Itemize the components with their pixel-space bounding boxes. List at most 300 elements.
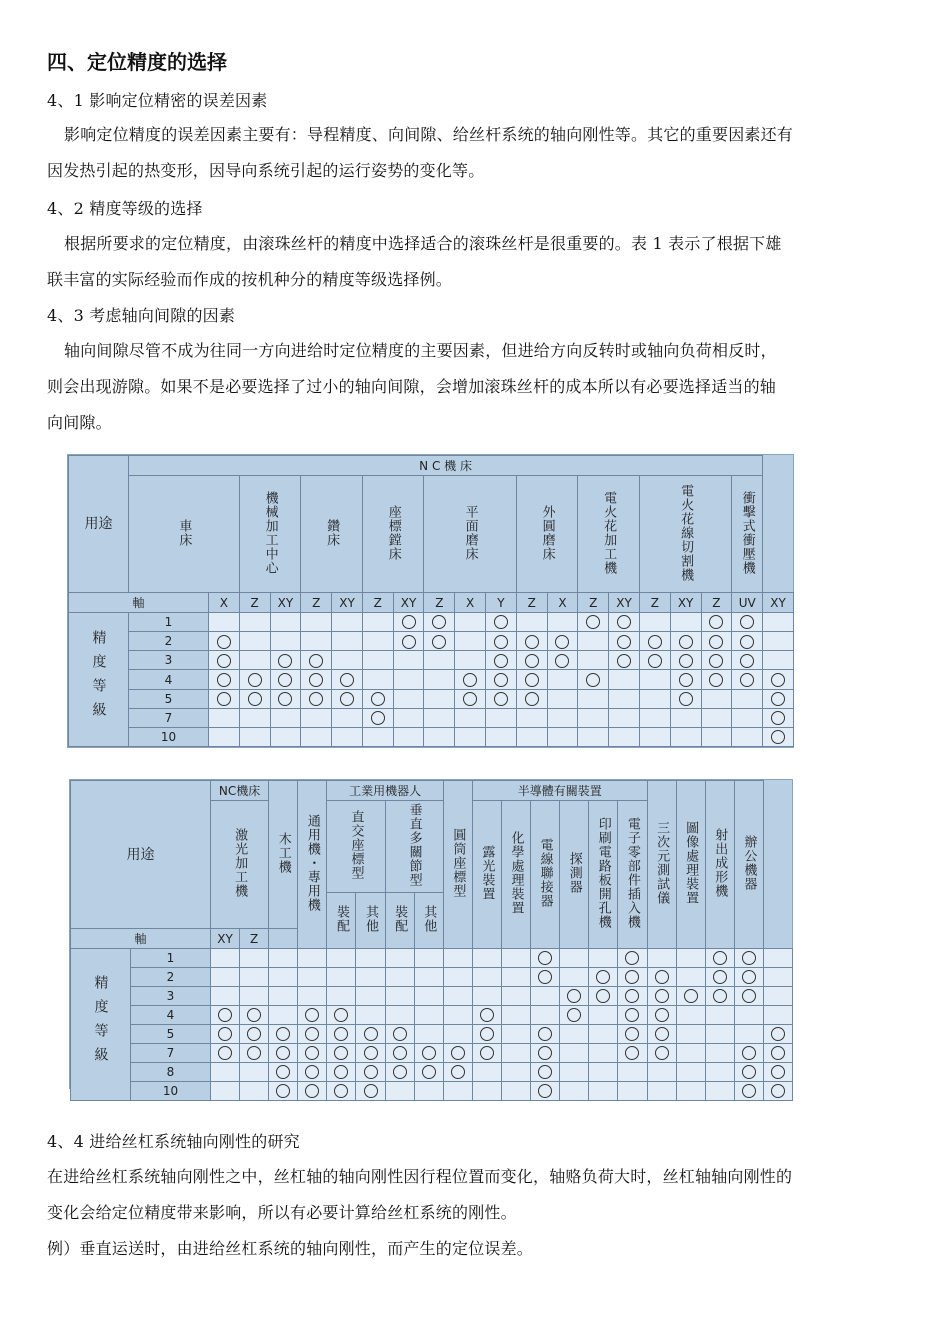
table-cell xyxy=(240,949,269,968)
table-cell xyxy=(501,987,530,1006)
applicable-mark xyxy=(596,989,610,1003)
applicable-mark xyxy=(567,989,581,1003)
applicable-mark xyxy=(217,692,231,706)
table-cell xyxy=(701,689,732,708)
table-cell xyxy=(734,1006,763,1025)
table-cell xyxy=(209,708,240,727)
applicable-mark xyxy=(480,1027,494,1041)
table-cell xyxy=(763,1044,792,1063)
table-cell xyxy=(270,689,301,708)
table-cell xyxy=(486,708,517,727)
table-cell xyxy=(211,1006,240,1025)
table-cell xyxy=(472,1006,501,1025)
section-4-3-text-3: 向间隙。 xyxy=(47,413,112,432)
applicable-mark xyxy=(451,1065,465,1079)
axis-header: Z xyxy=(578,592,609,612)
table-cell xyxy=(385,987,414,1006)
applicable-mark xyxy=(248,692,262,706)
table-cell xyxy=(327,1063,356,1082)
table-cell xyxy=(443,1082,472,1101)
applicable-mark xyxy=(309,673,323,687)
applicable-mark xyxy=(393,1027,407,1041)
table-cell xyxy=(486,651,517,670)
table-cell xyxy=(589,1063,618,1082)
applicable-mark xyxy=(655,970,669,984)
table-cell xyxy=(531,968,560,987)
table-cell xyxy=(618,1025,647,1044)
table-cell xyxy=(332,670,363,689)
applicable-mark xyxy=(402,635,416,649)
grade-value: 2 xyxy=(131,968,211,987)
applicable-mark xyxy=(713,970,727,984)
table-cell xyxy=(393,632,424,651)
sub-header: 印刷電路板開孔機 xyxy=(589,801,618,949)
machine-header: 電火花線切割機 xyxy=(639,476,731,593)
table-cell xyxy=(516,613,547,632)
table-cell xyxy=(424,727,455,746)
applicable-mark xyxy=(334,1046,348,1060)
table-cell xyxy=(424,613,455,632)
machine-header: 鑽床 xyxy=(301,476,363,593)
table-cell xyxy=(609,689,640,708)
table-cell xyxy=(589,1082,618,1101)
applicable-mark xyxy=(740,654,754,668)
axis-header: XY xyxy=(763,592,794,612)
applicable-mark xyxy=(538,970,552,984)
table-cell xyxy=(701,632,732,651)
applicable-mark xyxy=(463,692,477,706)
applicable-mark xyxy=(679,635,693,649)
section-4-1-text-2: 因发热引起的热变形，因导向系统引起的运行姿势的变化等。 xyxy=(47,161,485,180)
table-cell xyxy=(647,987,676,1006)
table-cell xyxy=(362,670,393,689)
table-cell xyxy=(209,689,240,708)
applicable-mark xyxy=(340,692,354,706)
sub-header: 垂直多關節型 xyxy=(385,801,443,893)
table-cell xyxy=(486,689,517,708)
table-cell xyxy=(560,968,589,987)
table-cell xyxy=(414,949,443,968)
table-cell xyxy=(547,708,578,727)
table-cell xyxy=(443,968,472,987)
applicable-mark xyxy=(742,1065,756,1079)
table-cell xyxy=(240,1006,269,1025)
applicable-mark xyxy=(278,673,292,687)
table-cell xyxy=(301,708,332,727)
table-cell xyxy=(211,1025,240,1044)
axis-header: XY xyxy=(609,592,640,612)
table-cell xyxy=(269,1025,298,1044)
table-cell xyxy=(211,1082,240,1101)
applicable-mark xyxy=(422,1065,436,1079)
table-cell xyxy=(327,949,356,968)
table-cell xyxy=(240,1044,269,1063)
table-cell xyxy=(414,987,443,1006)
table-cell xyxy=(209,613,240,632)
table-cell xyxy=(647,1063,676,1082)
table-cell xyxy=(734,949,763,968)
table-cell xyxy=(270,613,301,632)
applicable-mark xyxy=(655,1046,669,1060)
grade-value: 10 xyxy=(131,1082,211,1101)
table-cell xyxy=(701,651,732,670)
table-cell xyxy=(327,1025,356,1044)
applicable-mark xyxy=(742,970,756,984)
axis-header: XY xyxy=(670,592,701,612)
section-4-4-example: 例）垂直运送时，由进给丝杠系统的轴向刚性，而产生的定位误差。 xyxy=(47,1239,534,1258)
table-cell xyxy=(501,1063,530,1082)
applicable-mark xyxy=(371,711,385,725)
table-cell xyxy=(239,727,270,746)
table-cell xyxy=(486,613,517,632)
applicable-mark xyxy=(742,1046,756,1060)
table-cell xyxy=(211,1044,240,1063)
table-cell xyxy=(455,708,486,727)
axis-header: Z xyxy=(424,592,455,612)
table-cell xyxy=(578,613,609,632)
table-cell xyxy=(705,1025,734,1044)
applicable-mark xyxy=(567,1008,581,1022)
table-cell xyxy=(531,1044,560,1063)
sub-header: 化學處理裝置 xyxy=(501,801,530,949)
group-header: 三次元測試儀 xyxy=(647,781,676,949)
table-cell xyxy=(734,1025,763,1044)
table-cell xyxy=(647,949,676,968)
table-cell xyxy=(414,1063,443,1082)
grade-value: 1 xyxy=(129,613,209,632)
table-cell xyxy=(609,727,640,746)
applicable-mark xyxy=(596,970,610,984)
table-cell xyxy=(356,1063,385,1082)
table-cell xyxy=(211,1063,240,1082)
table-cell xyxy=(639,727,670,746)
applicable-mark xyxy=(740,615,754,629)
table-cell xyxy=(516,632,547,651)
group-header: 半導體有關裝置 xyxy=(472,781,647,801)
table-cell xyxy=(455,727,486,746)
applicable-mark xyxy=(393,1065,407,1079)
applicable-mark xyxy=(432,615,446,629)
table-cell xyxy=(639,651,670,670)
table-cell xyxy=(618,949,647,968)
table-cell xyxy=(472,1082,501,1101)
table-cell xyxy=(472,1044,501,1063)
table-cell xyxy=(385,1063,414,1082)
applicable-mark xyxy=(248,673,262,687)
axis-header: Z xyxy=(701,592,732,612)
machine-header: 機械加工中心 xyxy=(239,476,301,593)
table-cell xyxy=(211,987,240,1006)
applicable-mark xyxy=(555,654,569,668)
table-cell xyxy=(763,632,794,651)
applicable-mark xyxy=(617,615,631,629)
table-cell xyxy=(486,632,517,651)
group-header: 射出成形機 xyxy=(705,781,734,949)
table-cell xyxy=(356,968,385,987)
applicable-mark xyxy=(586,673,600,687)
grade-value: 3 xyxy=(129,651,209,670)
table-cell xyxy=(618,1044,647,1063)
applicable-mark xyxy=(625,951,639,965)
applicable-mark xyxy=(771,1027,785,1041)
table-cell xyxy=(501,949,530,968)
axis-header: XY xyxy=(211,929,240,949)
table-cell xyxy=(455,613,486,632)
sub-header: 露光裝置 xyxy=(472,801,501,949)
robot-sub-header: 裝配 xyxy=(327,893,356,949)
table-cell xyxy=(269,1006,298,1025)
table-cell xyxy=(362,708,393,727)
table-cell xyxy=(301,651,332,670)
table-cell xyxy=(424,670,455,689)
machine-header: 座標鏜床 xyxy=(362,476,424,593)
table-cell xyxy=(270,727,301,746)
section-4-3-heading: 4、3 考虑轴向间隙的因素 xyxy=(47,306,236,325)
applicable-mark xyxy=(525,692,539,706)
table-cell xyxy=(589,1025,618,1044)
table-cell xyxy=(298,1044,327,1063)
table-cell xyxy=(516,708,547,727)
machine-header: 電火花加工機 xyxy=(578,476,640,593)
applicable-mark xyxy=(340,673,354,687)
axis-header: XY xyxy=(393,592,424,612)
section-4-2-text-1: 根据所要求的定位精度，由滚珠丝杆的精度中选择适合的滚珠丝杆是很重要的。表 1 表示了根据下雄 xyxy=(64,234,782,253)
applicable-mark xyxy=(218,1027,232,1041)
table-cell xyxy=(443,1006,472,1025)
table-cell xyxy=(385,1082,414,1101)
table-cell xyxy=(589,968,618,987)
sub-header: 激光加工機 xyxy=(211,801,269,929)
applicable-mark xyxy=(371,692,385,706)
table-cell xyxy=(676,987,705,1006)
axis-header: Z xyxy=(362,592,393,612)
table-cell xyxy=(332,689,363,708)
applicable-mark xyxy=(742,1084,756,1098)
table-cell xyxy=(639,670,670,689)
table-cell xyxy=(298,1082,327,1101)
axis-label: 軸 xyxy=(69,592,209,612)
grade-value: 8 xyxy=(131,1063,211,1082)
applicable-mark xyxy=(684,989,698,1003)
table-cell xyxy=(327,968,356,987)
table-cell xyxy=(734,1082,763,1101)
applicable-mark xyxy=(538,1065,552,1079)
table-cell xyxy=(301,727,332,746)
table-cell xyxy=(455,651,486,670)
table-cell xyxy=(547,613,578,632)
table-cell xyxy=(327,1082,356,1101)
applicable-mark xyxy=(276,1084,290,1098)
table-cell xyxy=(670,689,701,708)
table-cell xyxy=(618,987,647,1006)
table-cell xyxy=(705,1006,734,1025)
section-4-4-heading: 4、4 进给丝杠系统轴向刚性的研究 xyxy=(47,1132,300,1151)
table-cell xyxy=(269,1063,298,1082)
applicable-mark xyxy=(538,951,552,965)
robot-sub-header: 其他 xyxy=(414,893,443,949)
table-cell xyxy=(393,689,424,708)
table-cell xyxy=(239,689,270,708)
table-cell xyxy=(443,987,472,1006)
table-cell xyxy=(385,1044,414,1063)
table-cell xyxy=(676,968,705,987)
table-cell xyxy=(705,987,734,1006)
applicable-mark xyxy=(625,970,639,984)
table-cell xyxy=(362,632,393,651)
applicable-mark xyxy=(305,1046,319,1060)
table-cell xyxy=(560,1082,589,1101)
applicable-mark xyxy=(276,1046,290,1060)
section-4-1-heading: 4、1 影响定位精密的误差因素 xyxy=(47,91,268,110)
sub-header: 電線聯接器 xyxy=(531,801,560,949)
table-cell xyxy=(414,1044,443,1063)
applicable-mark xyxy=(218,1046,232,1060)
table-cell xyxy=(589,1006,618,1025)
applicable-mark xyxy=(334,1008,348,1022)
applicable-mark xyxy=(247,1008,261,1022)
axis-header: Z xyxy=(239,592,270,612)
table-cell xyxy=(393,670,424,689)
applicable-mark xyxy=(771,730,785,744)
applicable-mark xyxy=(309,654,323,668)
table-cell xyxy=(332,613,363,632)
table-cell xyxy=(578,708,609,727)
table-cell xyxy=(705,949,734,968)
table-cell xyxy=(734,968,763,987)
table-cell xyxy=(560,1025,589,1044)
table-cell xyxy=(239,670,270,689)
table-cell xyxy=(385,949,414,968)
table-cell xyxy=(332,727,363,746)
table-cell xyxy=(486,727,517,746)
table-cell xyxy=(362,613,393,632)
table-cell xyxy=(732,632,763,651)
table-cell xyxy=(298,949,327,968)
axis-header: Z xyxy=(516,592,547,612)
table-cell xyxy=(531,949,560,968)
table-cell xyxy=(269,1082,298,1101)
robot-sub-header: 其他 xyxy=(356,893,385,949)
table-cell xyxy=(578,689,609,708)
axis-header: Y xyxy=(486,592,517,612)
table-cell xyxy=(240,1025,269,1044)
precision-table-nc-machines xyxy=(67,454,794,748)
table-cell xyxy=(560,1044,589,1063)
grade-value: 10 xyxy=(129,727,209,746)
machine-header: 外圓磨床 xyxy=(516,476,578,593)
applicable-mark xyxy=(217,673,231,687)
grade-label: 精度等級 xyxy=(71,949,131,1101)
table-cell xyxy=(424,689,455,708)
applicable-mark xyxy=(364,1065,378,1079)
table-cell xyxy=(732,708,763,727)
table-cell xyxy=(301,613,332,632)
applicable-mark xyxy=(679,654,693,668)
table-cell xyxy=(414,968,443,987)
grade-value: 7 xyxy=(131,1044,211,1063)
table-cell xyxy=(763,1063,792,1082)
applicable-mark xyxy=(451,1046,465,1060)
table-cell xyxy=(531,987,560,1006)
table-cell xyxy=(705,1063,734,1082)
table-cell xyxy=(270,651,301,670)
table-cell xyxy=(270,670,301,689)
applicable-mark xyxy=(247,1027,261,1041)
table-cell xyxy=(732,727,763,746)
table-cell xyxy=(763,670,794,689)
table-cell xyxy=(332,708,363,727)
table-cell xyxy=(269,949,298,968)
nc-machine-group-header: N C 機 床 xyxy=(129,456,763,476)
applicable-mark xyxy=(625,1027,639,1041)
grade-value: 5 xyxy=(129,689,209,708)
section-4-3-text-2: 则会出现游隙。如果不是必要选择了过小的轴向间隙，会增加滚珠丝杆的成本所以有必要选择适当的轴 xyxy=(47,377,777,396)
table-cell xyxy=(414,1025,443,1044)
table-cell xyxy=(560,1006,589,1025)
section-4-1-text-1: 影响定位精度的误差因素主要有：导程精度、向间隙、给丝杆系统的轴向刚性等。其它的重要因素还有 xyxy=(64,125,794,144)
table-cell xyxy=(270,632,301,651)
applicable-mark xyxy=(334,1065,348,1079)
table-cell xyxy=(443,1044,472,1063)
table-cell xyxy=(209,727,240,746)
applicable-mark xyxy=(709,654,723,668)
table-cell xyxy=(547,632,578,651)
group-header: 通用機・專用機 xyxy=(298,781,327,949)
applicable-mark xyxy=(278,692,292,706)
applicable-mark xyxy=(276,1027,290,1041)
sub-header: 探測器 xyxy=(560,801,589,949)
table-cell xyxy=(609,651,640,670)
table-cell xyxy=(443,949,472,968)
table-cell xyxy=(676,1025,705,1044)
group-header: 圖像處理裝置 xyxy=(676,781,705,949)
table-cell xyxy=(356,1082,385,1101)
table-cell xyxy=(639,613,670,632)
applicable-mark xyxy=(305,1065,319,1079)
applicable-mark xyxy=(709,635,723,649)
table-cell xyxy=(516,651,547,670)
table-cell xyxy=(763,651,794,670)
table-cell xyxy=(670,651,701,670)
applicable-mark xyxy=(494,692,508,706)
applicable-mark xyxy=(525,635,539,649)
table-cell xyxy=(670,632,701,651)
table-cell xyxy=(239,613,270,632)
table-cell xyxy=(270,708,301,727)
group-header: NC機床 xyxy=(211,781,269,801)
table-cell xyxy=(501,1025,530,1044)
applicable-mark xyxy=(771,673,785,687)
table-cell xyxy=(501,1006,530,1025)
table-cell xyxy=(578,632,609,651)
applicable-mark xyxy=(305,1027,319,1041)
table-cell xyxy=(424,632,455,651)
applicable-mark xyxy=(771,692,785,706)
table-cell xyxy=(560,949,589,968)
table-cell xyxy=(732,613,763,632)
applicable-mark xyxy=(625,1046,639,1060)
table-cell xyxy=(676,1082,705,1101)
table-cell xyxy=(676,1063,705,1082)
table-cell xyxy=(618,1082,647,1101)
table-cell xyxy=(578,727,609,746)
use-label: 用途 xyxy=(69,456,129,593)
grade-value: 5 xyxy=(131,1025,211,1044)
applicable-mark xyxy=(617,635,631,649)
applicable-mark xyxy=(538,1027,552,1041)
section-4-4-text-1: 在进给丝杠系统轴向刚性之中，丝杠轴的轴向刚性因行程位置而变化，轴赂负荷大时，丝杠轴轴向刚性的 xyxy=(47,1167,793,1186)
table-cell xyxy=(501,1044,530,1063)
